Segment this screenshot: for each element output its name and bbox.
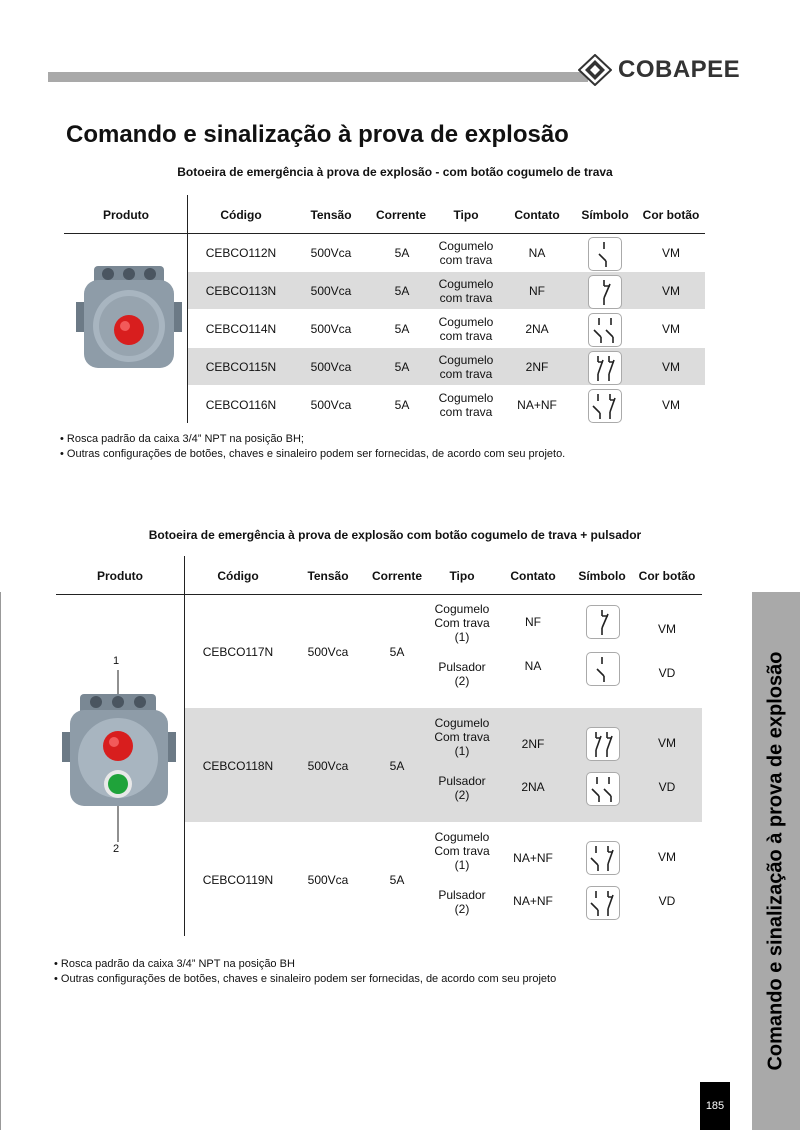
t2-tipo-a-l2: Com trava — [434, 616, 490, 630]
callout-1-label: 1 — [113, 655, 120, 667]
t1-tensao: 500Vca — [310, 284, 352, 298]
t2-tipo-b-l2: (2) — [454, 674, 470, 688]
contact-na-nf-symbol — [586, 841, 620, 875]
page-title: Comando e sinalização à prova de explosão — [66, 121, 569, 148]
t1-codigo: CEBCO116N — [205, 398, 277, 412]
side-tab-text: Comando e sinalização à prova de explosão — [764, 651, 787, 1071]
t1-cor: VM — [662, 246, 680, 260]
t1-tipo — [430, 348, 502, 386]
t1-codigo: CEBCO112N — [205, 246, 277, 260]
t2-tipo-b — [424, 658, 500, 690]
t1-contato: NF — [529, 284, 545, 298]
table1-subtitle: Botoeira de emergência à prova de explosão - com botão cogumelo de trava — [177, 165, 613, 179]
contact-na-symbol — [588, 237, 622, 271]
enclosure-photo — [60, 670, 180, 842]
t2-tipo-a-l3: (1) — [454, 858, 470, 872]
brand-name: COBAPEE — [618, 56, 741, 83]
enclosure-photo — [74, 262, 184, 372]
t2-tipo-b-l1: Pulsador — [438, 888, 486, 902]
left-margin-line — [0, 592, 1, 1130]
t2-tipo-b-l2: (2) — [454, 788, 470, 802]
t2-tipo-a-l3: (1) — [454, 744, 470, 758]
t1-corrente: 5A — [394, 398, 410, 412]
side-tab — [752, 592, 800, 1130]
t2-header-corrente: Corrente — [371, 569, 422, 583]
t2-header-cor: Cor botão — [638, 569, 696, 583]
t2-tensao: 500Vca — [307, 644, 349, 659]
t2-tipo-b — [424, 886, 500, 918]
t2-tensao: 500Vca — [307, 758, 349, 773]
t1-tipo-l1: Cogumelo — [438, 315, 494, 329]
t1-header-produto: Produto — [103, 208, 149, 222]
contact-na-nf-symbol — [586, 886, 620, 920]
t1-tipo-l1: Cogumelo — [438, 239, 494, 253]
t1-tipo — [430, 272, 502, 310]
t1-cor: VM — [662, 398, 680, 412]
t1-tipo-l1: Cogumelo — [438, 391, 494, 405]
t1-cor: VM — [662, 284, 680, 298]
t2-header-codigo: Código — [217, 569, 259, 583]
t2-contato-b: NA+NF — [513, 894, 553, 908]
t1-note-1: • Rosca padrão da caixa 3/4” NPT na posição BH; — [60, 433, 304, 445]
t1-tipo-l1: Cogumelo — [438, 353, 494, 367]
t1-header-tipo: Tipo — [453, 208, 479, 222]
t1-tensao: 500Vca — [310, 360, 352, 374]
t2-note-1: • Rosca padrão da caixa 3/4” NPT na posição BH — [54, 958, 295, 970]
t1-codigo: CEBCO114N — [205, 322, 277, 336]
t2-tipo-b — [424, 772, 500, 804]
t2-tipo-a-l1: Cogumelo — [434, 602, 490, 616]
t2-tipo-a-l2: Com trava — [434, 844, 490, 858]
contact-2na-symbol — [588, 313, 622, 347]
contact-2nf-symbol — [588, 351, 622, 385]
t2-tipo-a — [424, 714, 500, 760]
t1-corrente: 5A — [394, 322, 410, 336]
t1-corrente: 5A — [394, 284, 410, 298]
contact-na-nf-symbol — [588, 389, 622, 423]
t2-contato-b: NA — [524, 659, 542, 673]
t1-header-tensao: Tensão — [310, 208, 352, 222]
contact-nf-symbol — [586, 605, 620, 639]
t1-tipo-l1: Cogumelo — [438, 277, 494, 291]
t2-header-produto: Produto — [97, 569, 143, 583]
t1-corrente: 5A — [394, 246, 410, 260]
t2-codigo: CEBCO118N — [202, 758, 274, 773]
t1-tensao: 500Vca — [310, 398, 352, 412]
t1-header-corrente: Corrente — [375, 208, 426, 222]
cobapee-logo-icon — [578, 54, 612, 86]
t1-header-contato: Contato — [514, 208, 560, 222]
t1-codigo: CEBCO113N — [205, 284, 277, 298]
t1-tipo-l2: com trava — [439, 291, 493, 305]
t2-codigo: CEBCO119N — [202, 872, 274, 887]
t2-contato-a: NA+NF — [513, 851, 553, 865]
contact-2nf-symbol — [586, 727, 620, 761]
t1-divider — [187, 195, 188, 423]
t2-header-tensao: Tensão — [307, 569, 349, 583]
t2-contato-a: NF — [525, 615, 541, 629]
t2-cor-b: VD — [658, 780, 676, 794]
t2-corrente: 5A — [389, 758, 405, 773]
t2-note-2: • Outras configurações de botões, chaves e sinaleiro podem ser fornecidas, de acordo com seu projeto — [54, 973, 557, 985]
t2-tensao: 500Vca — [307, 872, 349, 887]
t1-tipo-l2: com trava — [439, 405, 493, 419]
t1-codigo: CEBCO115N — [205, 360, 277, 374]
t2-tipo-a — [424, 600, 500, 646]
t2-tipo-a-l2: Com trava — [434, 730, 490, 744]
contact-nf-symbol — [588, 275, 622, 309]
t2-cor-b: VD — [658, 894, 676, 908]
t1-contato: NA+NF — [517, 398, 557, 412]
t2-cor-a: VM — [658, 736, 676, 750]
t1-cor: VM — [662, 360, 680, 374]
page-number: 185 — [700, 1082, 730, 1130]
t1-header-simbolo: Símbolo — [581, 208, 629, 222]
t1-header-cor: Cor botão — [642, 208, 700, 222]
t1-tipo-l2: com trava — [439, 367, 493, 381]
t1-cor: VM — [662, 322, 680, 336]
t2-tipo-b-l1: Pulsador — [438, 660, 486, 674]
t2-header-simbolo: Símbolo — [578, 569, 626, 583]
t1-contato: 2NF — [525, 360, 549, 374]
t2-cor-a: VM — [658, 850, 676, 864]
t1-tipo — [430, 234, 502, 272]
t2-tipo-a-l3: (1) — [454, 630, 470, 644]
t2-tipo-a-l1: Cogumelo — [434, 716, 490, 730]
t2-tipo-a — [424, 828, 500, 874]
t2-tipo-a-l1: Cogumelo — [434, 830, 490, 844]
t2-tipo-b-l2: (2) — [454, 902, 470, 916]
t1-note-2: • Outras configurações de botões, chaves e sinaleiro podem ser fornecidas, de acordo com seu projeto. — [60, 448, 566, 460]
t1-contato: 2NA — [525, 322, 549, 336]
t2-tipo-b-l1: Pulsador — [438, 774, 486, 788]
t2-header-tipo: Tipo — [449, 569, 475, 583]
t1-tensao: 500Vca — [310, 246, 352, 260]
t2-codigo: CEBCO117N — [202, 644, 274, 659]
contact-na-symbol — [586, 652, 620, 686]
t2-header-contato: Contato — [510, 569, 556, 583]
t2-cor-b: VD — [658, 666, 676, 680]
t2-contato-a: 2NF — [521, 737, 545, 751]
t2-contato-b: 2NA — [521, 780, 545, 794]
t2-corrente: 5A — [389, 872, 405, 887]
callout-2-label: 2 — [113, 843, 120, 855]
t1-tensao: 500Vca — [310, 322, 352, 336]
table2-subtitle: Botoeira de emergência à prova de explosão com botão cogumelo de trava + pulsador — [148, 528, 642, 542]
t2-cor-a: VM — [658, 622, 676, 636]
header-bar — [48, 72, 588, 82]
t1-contato: NA — [528, 246, 546, 260]
t1-tipo — [430, 310, 502, 348]
t1-corrente: 5A — [394, 360, 410, 374]
brand-logo — [578, 54, 740, 86]
t1-tipo — [430, 386, 502, 424]
t1-tipo-l2: com trava — [439, 329, 493, 343]
t2-corrente: 5A — [389, 644, 405, 659]
t1-tipo-l2: com trava — [439, 253, 493, 267]
contact-2na-symbol — [586, 772, 620, 806]
t1-header-codigo: Código — [220, 208, 262, 222]
